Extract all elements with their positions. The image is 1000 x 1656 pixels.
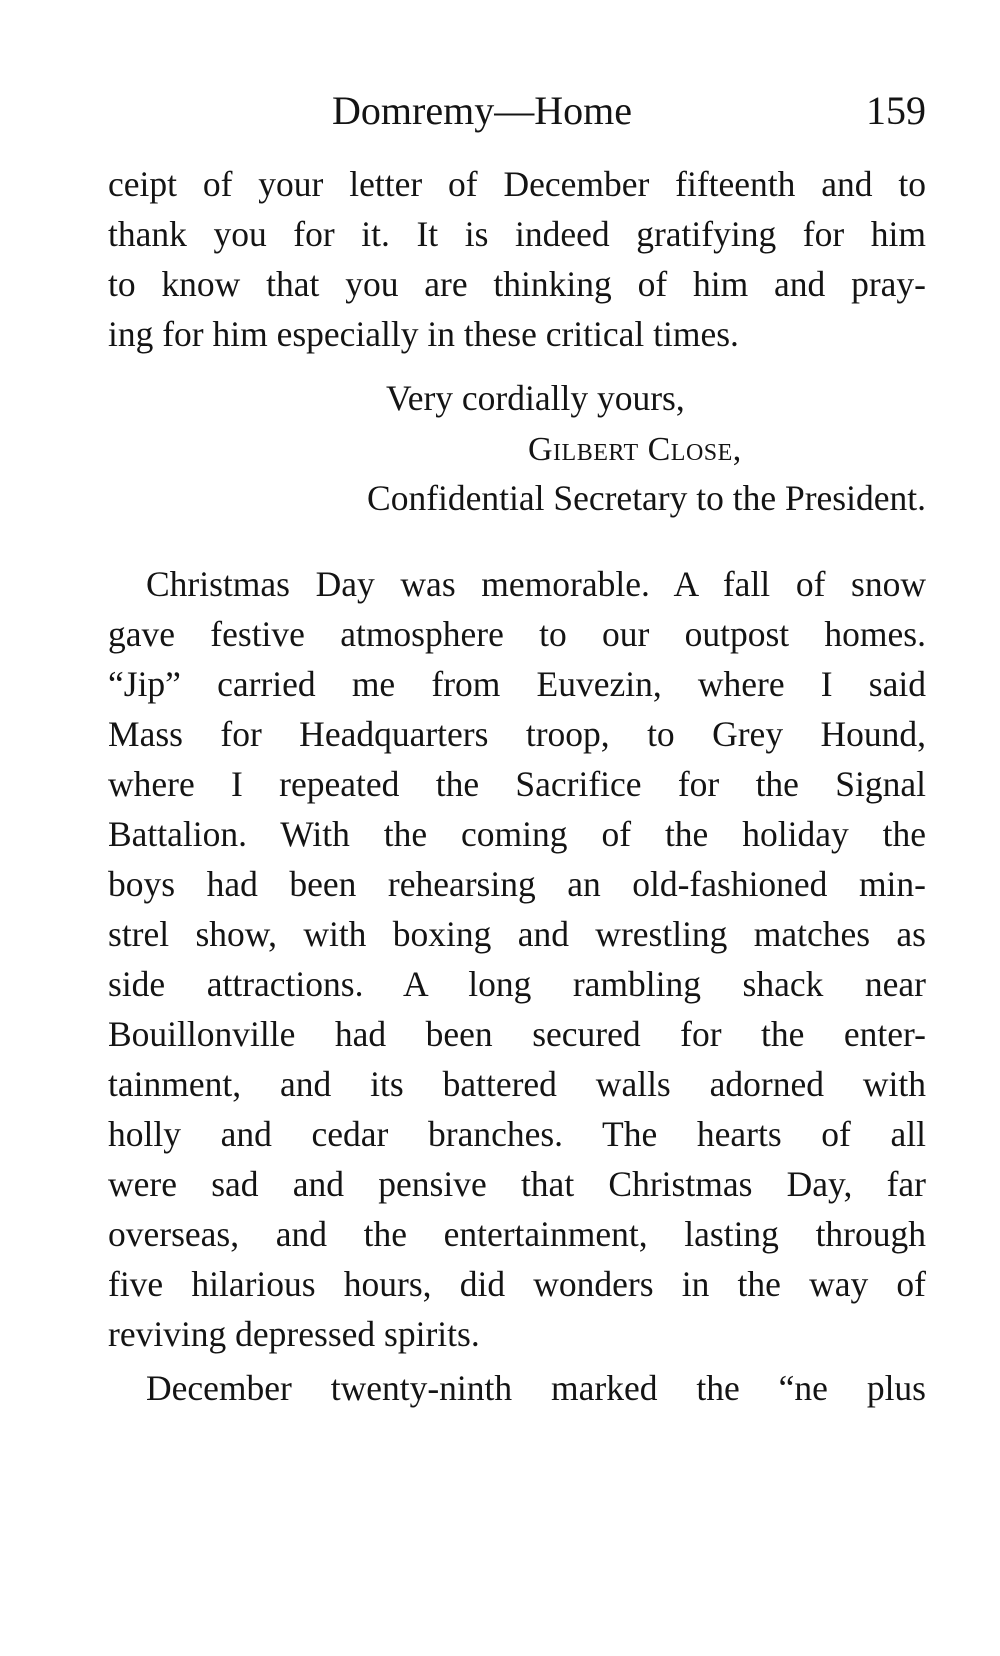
signer-title: Confidential Secretary to the President.: [367, 478, 926, 518]
paragraph-line: side attractions. A long rambling shack near: [108, 964, 926, 1004]
letter-line: to know that you are thinking of him and pray-: [108, 264, 926, 304]
paragraph-line: Battalion. With the coming of the holiday the: [108, 814, 926, 854]
paragraph-line: strel show, with boxing and wrestling matches as: [108, 914, 926, 954]
running-head: [108, 86, 926, 136]
paragraph-line: holly and cedar branches. The hearts of all: [108, 1114, 926, 1154]
signer-name: Gilbert Close,: [528, 431, 742, 468]
paragraph-line: tainment, and its battered walls adorned with: [108, 1064, 926, 1104]
paragraph-line: Christmas Day was memorable. A fall of snow: [146, 564, 926, 604]
page-number: 159: [866, 88, 926, 133]
paragraph-line: five hilarious hours, did wonders in the way of: [108, 1264, 926, 1304]
letter-line: ceipt of your letter of December fifteenth and to: [108, 164, 926, 204]
letter-line: thank you for it. It is indeed gratifying for him: [108, 214, 926, 254]
running-title: Domremy—Home: [332, 88, 632, 133]
letter-line: ing for him especially in these critical times.: [108, 314, 739, 354]
paragraph-line: were sad and pensive that Christmas Day, far: [108, 1164, 926, 1204]
paragraph-line: overseas, and the entertainment, lasting through: [108, 1214, 926, 1254]
paragraph-line: where I repeated the Sacrifice for the Signal: [108, 764, 926, 804]
letter-closing: Very cordially yours,: [386, 378, 685, 418]
paragraph-line: December twenty-ninth marked the “ne plus: [146, 1368, 926, 1408]
paragraph-line: gave festive atmosphere to our outpost homes.: [108, 614, 926, 654]
paragraph-line: Bouillonville had been secured for the enter-: [108, 1014, 926, 1054]
paragraph-line: Mass for Headquarters troop, to Grey Hound,: [108, 714, 926, 754]
paragraph-line: reviving depressed spirits.: [108, 1314, 480, 1354]
paragraph-line: boys had been rehearsing an old-fashioned min-: [108, 864, 926, 904]
paragraph-line: “Jip” carried me from Euvezin, where I said: [108, 664, 926, 704]
